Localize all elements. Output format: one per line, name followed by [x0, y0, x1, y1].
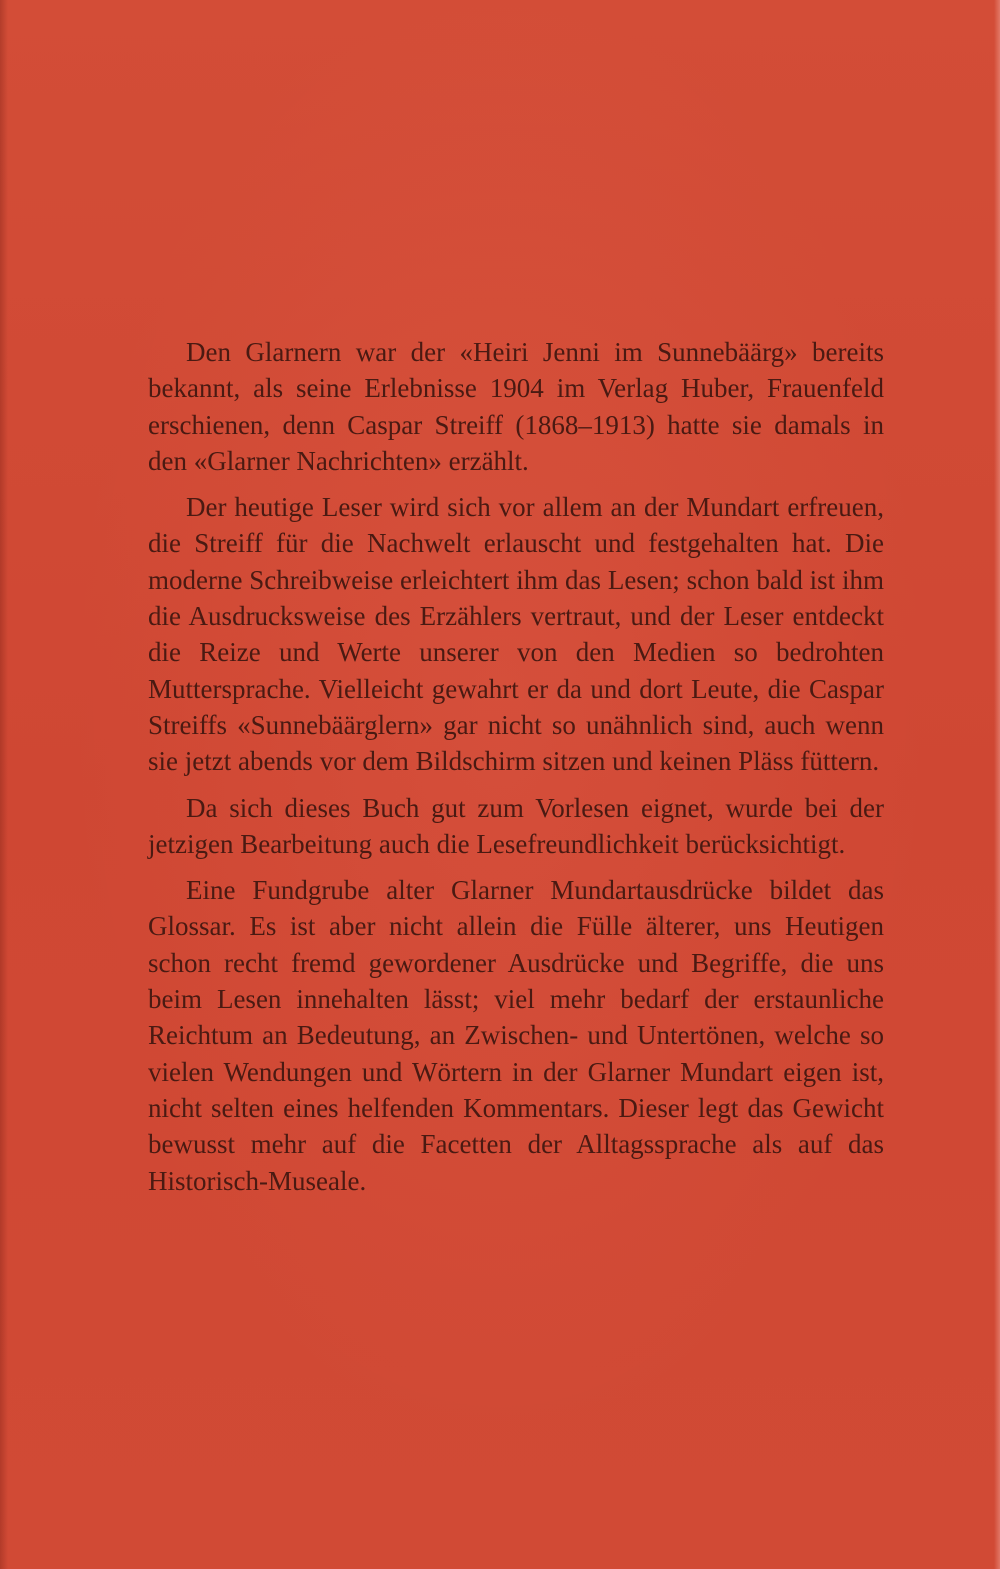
blurb-paragraph: Der heutige Leser wird sich vor allem an der Mundart erfreuen, die Streiff für die Nachwelt erlauscht und festgehalten hat. Die moderne Schreibweise erleichtert ihm das Lesen; schon bald ist ihm die Ausdrucksweise des Erzählers vertraut, und der Leser entdeckt die Reize und Werte unserer von den Medien so bedrohten Muttersprache. Vielleicht gewahrt er da und dort Leute, die Caspar Streiffs «Sunnebäärglern» gar nicht so unähnlich sind, auch wenn sie jetzt abends vor dem Bildschirm sitzen und keinen Pläss füttern.: [148, 492, 884, 777]
blurb-paragraph: Eine Fundgrube alter Glarner Mundartausdrücke bildet das Glossar. Es ist aber nicht allein die Fülle älterer, uns Heutigen schon recht fremd gewordener Ausdrücke und Begriffe, die uns beim Lesen innehalten lässt; viel mehr bedarf der erstaunliche Reichtum an Bedeutung, an Zwischen- und Untertönen, welche so vielen Wendungen und Wörtern in der Glarner Mundart eigen ist, nicht selten eines helfenden Kommentars. Dieser legt das Gewicht bewusst mehr auf die Facetten der Alltagssprache als auf das Historisch-Museale.: [148, 875, 884, 1196]
cover-edge-shadow: [0, 0, 8, 1569]
cover-blurb: [148, 334, 884, 1209]
cover-edge-highlight: [994, 0, 1000, 1569]
blurb-paragraph: Da sich dieses Buch gut zum Vorlesen eignet, wurde bei der jetzigen Bearbeitung auch die Lesefreundlichkeit berücksichtigt.: [148, 792, 884, 859]
blurb-paragraph: Den Glarnern war der «Heiri Jenni im Sunnebäärg» bereits bekannt, als seine Erlebnisse 1904 im Verlag Huber, Frauenfeld erschienen, denn Caspar Streiff (1868–1913) hatte sie damals in den «Glarner Nachrichten» erzählt.: [148, 337, 884, 476]
